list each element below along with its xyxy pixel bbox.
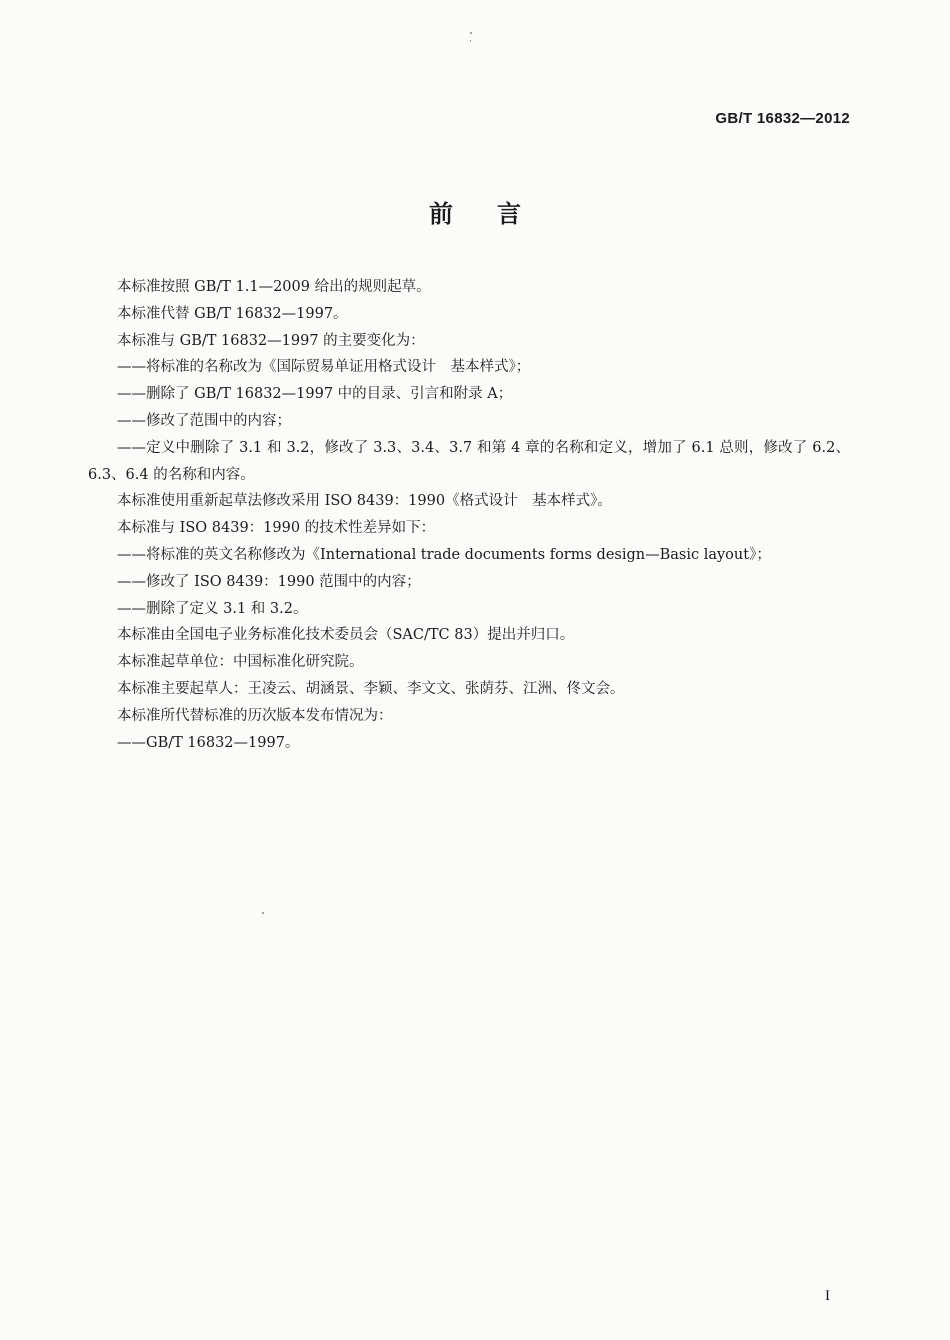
list-item: ——定义中删除了 3.1 和 3.2，修改了 3.3、3.4、3.7 和第 4 章的名称和定义，增加了 6.1 总则，修改了 6.2、6.3、6.4 的名称和内容。 <box>88 439 850 483</box>
paragraph: 本标准代替 GB/T 16832—1997。 <box>117 305 348 322</box>
scan-speck <box>262 912 264 914</box>
page-number: I <box>825 1288 830 1304</box>
paragraph: 本标准与 GB/T 16832—1997 的主要变化为： <box>117 332 425 349</box>
paragraph: 本标准主要起草人：王凌云、胡涵景、李颖、李文文、张荫芬、江洲、佟文会。 <box>117 680 625 697</box>
paragraph: 本标准与 ISO 8439：1990 的技术性差异如下： <box>117 520 436 537</box>
list-item: ——将标准的名称改为《国际贸易单证用格式设计 基本样式》； <box>117 359 531 376</box>
title-char-1: 前 <box>429 200 453 228</box>
paragraph: 本标准按照 GB/T 1.1—2009 给出的规则起草。 <box>117 279 431 295</box>
list-item: ——修改了范围中的内容； <box>117 412 291 429</box>
list-item: ——删除了 GB/T 16832—1997 中的目录、引言和附录 A； <box>117 386 513 403</box>
list-item: ——GB/T 16832—1997。 <box>117 734 300 751</box>
list-item: ——修改了 ISO 8439：1990 范围中的内容； <box>117 573 421 590</box>
list-item: ——将标准的英文名称修改为《International trade documents forms design—Basic layout》； <box>117 546 771 563</box>
list-item: ——删除了定义 3.1 和 3.2。 <box>117 600 308 617</box>
foreword-body <box>88 274 850 756</box>
paragraph: 本标准使用重新起草法修改采用 ISO 8439：1990《格式设计 基本样式》。 <box>117 493 612 510</box>
scan-speck <box>470 40 471 42</box>
paragraph: 本标准由全国电子业务标准化技术委员会（SAC/TC 83）提出并归口。 <box>117 627 575 644</box>
title-char-2: 言 <box>497 200 521 228</box>
scan-speck <box>470 32 472 34</box>
paragraph: 本标准所代替标准的历次版本发布情况为： <box>117 707 393 724</box>
paragraph: 本标准起草单位：中国标准化研究院。 <box>117 654 364 671</box>
standard-code: GB/T 16832—2012 <box>715 110 850 127</box>
page-title <box>0 194 950 229</box>
